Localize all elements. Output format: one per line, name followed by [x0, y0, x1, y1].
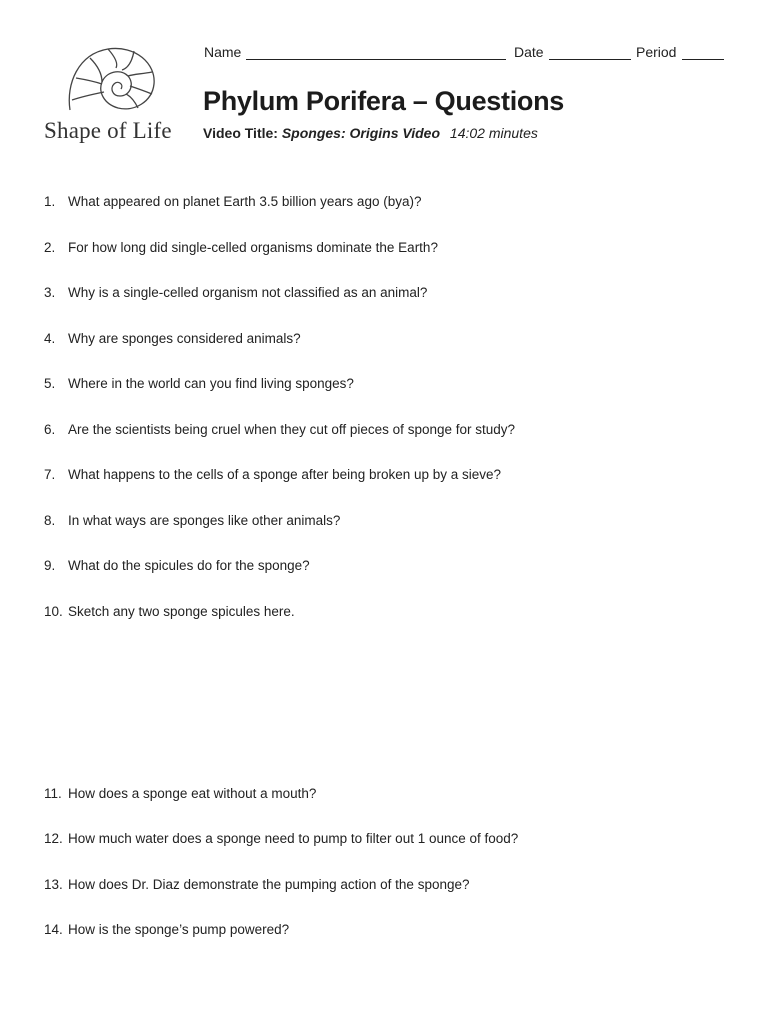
- question-14: [44, 922, 289, 937]
- date-label: Date: [514, 44, 544, 60]
- question-text: Where in the world can you find living sponges?: [68, 376, 354, 391]
- question-number: 10.: [44, 604, 63, 619]
- question-6: [44, 422, 515, 437]
- question-text: What do the spicules do for the sponge?: [68, 558, 310, 573]
- period-field[interactable]: [636, 44, 676, 60]
- date-line[interactable]: [549, 59, 631, 60]
- question-text: Sketch any two sponge spicules here.: [68, 604, 295, 619]
- question-1: [44, 194, 421, 209]
- question-text: How is the sponge’s pump powered?: [68, 922, 290, 937]
- question-number: 6.: [44, 422, 56, 437]
- question-text: How does a sponge eat without a mouth?: [68, 786, 317, 801]
- question-3: [44, 285, 427, 300]
- question-number: 8.: [44, 513, 56, 528]
- video-duration: 14:02 minutes: [449, 125, 538, 141]
- question-text: Are the scientists being cruel when they cut off pieces of sponge for study?: [68, 422, 516, 437]
- shape-of-life-logo: [38, 42, 188, 152]
- question-text: How does Dr. Diaz demonstrate the pumping action of the sponge?: [68, 877, 470, 892]
- question-text: Why is a single-celled organism not classified as an animal?: [68, 285, 428, 300]
- question-7: [44, 467, 501, 482]
- question-10: [44, 604, 295, 619]
- question-text: In what ways are sponges like other animals?: [68, 513, 341, 528]
- question-5: [44, 376, 354, 391]
- question-8: [44, 513, 340, 528]
- question-number: 2.: [44, 240, 56, 255]
- name-field[interactable]: [204, 44, 241, 60]
- question-text: How much water does a sponge need to pump to filter out 1 ounce of food?: [68, 831, 519, 846]
- question-12: [44, 831, 518, 846]
- video-title-label: Video Title:: [203, 125, 278, 141]
- question-9: [44, 558, 310, 573]
- question-11: [44, 786, 316, 801]
- question-4: [44, 331, 301, 346]
- period-label: Period: [636, 44, 677, 60]
- question-number: 14.: [44, 922, 63, 937]
- question-text: What happens to the cells of a sponge after being broken up by a sieve?: [68, 467, 502, 482]
- question-number: 4.: [44, 331, 56, 346]
- question-number: 12.: [44, 831, 63, 846]
- student-info-fields: [204, 44, 734, 64]
- name-line[interactable]: [246, 59, 506, 60]
- question-number: 11.: [44, 786, 62, 801]
- logo-text: Shape of Life: [44, 118, 172, 143]
- period-line[interactable]: [682, 59, 724, 60]
- video-info: [203, 125, 538, 141]
- date-field[interactable]: [514, 44, 544, 60]
- question-text: For how long did single-celled organisms dominate the Earth?: [68, 240, 438, 255]
- nautilus-shell-icon: [64, 44, 164, 114]
- question-number: 5.: [44, 376, 56, 391]
- question-number: 7.: [44, 467, 56, 482]
- page-title: Phylum Porifera – Questions: [203, 86, 565, 116]
- question-number: 9.: [44, 558, 56, 573]
- question-text: What appeared on planet Earth 3.5 billion years ago (bya)?: [68, 194, 422, 209]
- question-13: [44, 877, 470, 892]
- video-name: Sponges: Origins Video: [281, 125, 441, 141]
- name-label: Name: [204, 44, 242, 60]
- question-number: 13.: [44, 877, 63, 892]
- question-text: Why are sponges considered animals?: [68, 331, 301, 346]
- question-number: 1.: [44, 194, 56, 209]
- question-number: 3.: [44, 285, 56, 300]
- question-2: [44, 240, 438, 255]
